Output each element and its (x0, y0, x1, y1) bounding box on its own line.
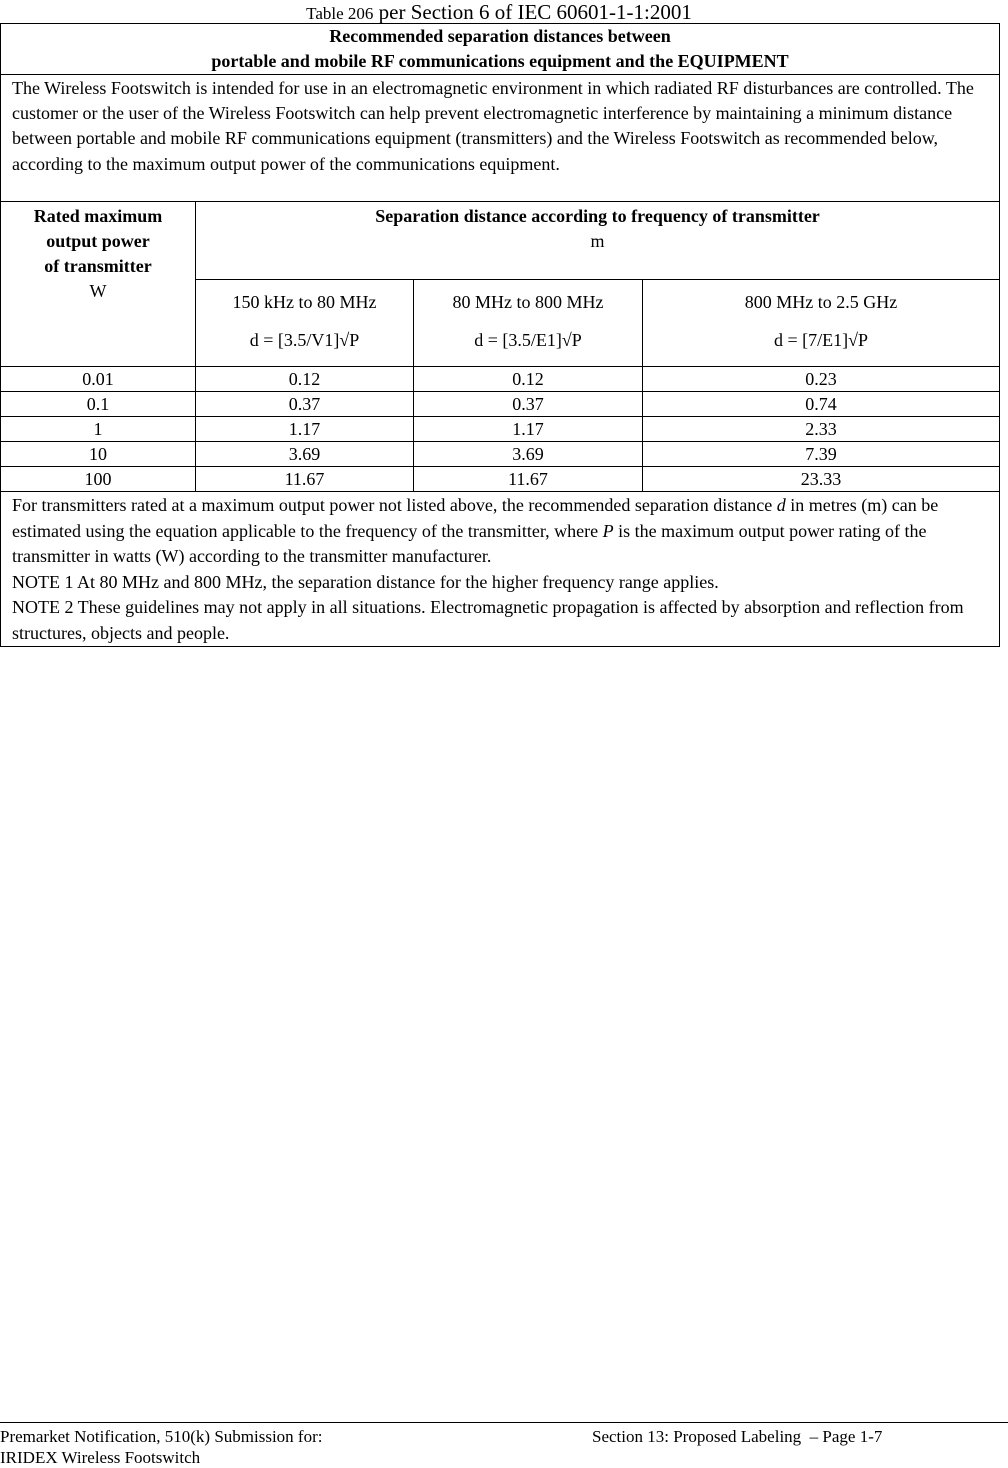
intro-paragraph: The Wireless Footswitch is intended for use in an electromagnetic environment in which radiated RF disturbances are controlled. The customer or the user of the Wireless Footswitch can help prevent electromagnetic interference by maintaining a minimum distance between portable and mobile RF communications equipment (transmitters) and the Wireless Footswitch as recommended below, according to the maximum output power of the communications equipment. (1, 75, 1000, 202)
footer-page-info: Section 13: Proposed Labeling – Page 1-7 (592, 1427, 883, 1446)
frequency-formula: d = [3.5/E1]√P (474, 330, 582, 350)
distance-cell: 0.37 (196, 392, 414, 417)
table-row (1, 442, 1000, 467)
distance-cell: 3.69 (196, 442, 414, 467)
distance-header-unit: m (590, 231, 605, 251)
distance-cell: 2.33 (643, 417, 1000, 442)
frequency-range: 150 kHz to 80 MHz (232, 292, 377, 312)
table-title-line1: Recommended separation distances between (329, 26, 671, 46)
notes-text: For transmitters rated at a maximum output power not listed above, the recommended separation distance (12, 495, 777, 515)
notes-section (1, 492, 1000, 647)
footer-submission: Premarket Notification, 510(k) Submission for: (0, 1427, 323, 1446)
power-header-unit: W (89, 281, 107, 301)
power-header-line2: output power (46, 231, 150, 251)
distance-cell: 3.69 (414, 442, 643, 467)
power-cell: 0.01 (1, 367, 196, 392)
distance-cell: 0.74 (643, 392, 1000, 417)
distance-cell: 11.67 (196, 467, 414, 492)
power-cell: 1 (1, 417, 196, 442)
power-header-line3: of transmitter (44, 256, 152, 276)
caption-reference: per Section 6 of IEC 60601-1-1:2001 (373, 0, 692, 24)
caption-table-number: Table 206 (306, 4, 374, 23)
distance-cell: 11.67 (414, 467, 643, 492)
power-header-line1: Rated maximum (33, 206, 163, 226)
distance-cell: 0.37 (414, 392, 643, 417)
note-2: NOTE 2 These guidelines may not apply in all situations. Electromagnetic propagation is affected by absorption and reflection from structures, objects and people. (12, 597, 964, 643)
frequency-header-2 (414, 280, 643, 367)
distance-cell: 7.39 (643, 442, 1000, 467)
distance-cell: 0.12 (196, 367, 414, 392)
table-title (1, 24, 1000, 75)
table-row (1, 467, 1000, 492)
separation-distance-table (0, 23, 1000, 647)
distance-column-header (196, 202, 1000, 280)
footer-product: IRIDEX Wireless Footswitch (0, 1448, 201, 1467)
frequency-header-1 (196, 280, 414, 367)
distance-cell: 1.17 (414, 417, 643, 442)
distance-cell: 1.17 (196, 417, 414, 442)
power-column-header (1, 202, 196, 367)
frequency-header-3 (643, 280, 1000, 367)
distance-cell: 23.33 (643, 467, 1000, 492)
distance-header-title: Separation distance according to frequency of transmitter (375, 206, 820, 226)
frequency-formula: d = [7/E1]√P (773, 330, 869, 350)
footer-left (0, 1426, 322, 1468)
power-cell: 10 (1, 442, 196, 467)
table-title-line2: portable and mobile RF communications equipment and the EQUIPMENT (211, 51, 789, 71)
variable-d: d (776, 495, 786, 515)
variable-p: P (602, 520, 614, 541)
table-row (1, 417, 1000, 442)
table-row (1, 392, 1000, 417)
notes-text: is the maximum output power rating of the transmitter in watts (W) according to the transmitter manufacturer. (12, 520, 927, 566)
power-cell: 0.1 (1, 392, 196, 417)
notes-text: in metres (m) can be estimated using the equation applicable to the frequency of the transmitter, where (12, 495, 939, 541)
notes-paragraph (12, 493, 988, 570)
frequency-range: 80 MHz to 800 MHz (452, 292, 604, 312)
distance-cell: 0.12 (414, 367, 643, 392)
distance-cell: 0.23 (643, 367, 1000, 392)
frequency-range: 800 MHz to 2.5 GHz (744, 292, 898, 312)
table-row (1, 367, 1000, 392)
frequency-formula: d = [3.5/V1]√P (249, 330, 360, 350)
power-cell: 100 (1, 467, 196, 492)
footer-divider (0, 1422, 1008, 1423)
note-1: NOTE 1 At 80 MHz and 800 MHz, the separation distance for the higher frequency range applies. (12, 571, 719, 592)
